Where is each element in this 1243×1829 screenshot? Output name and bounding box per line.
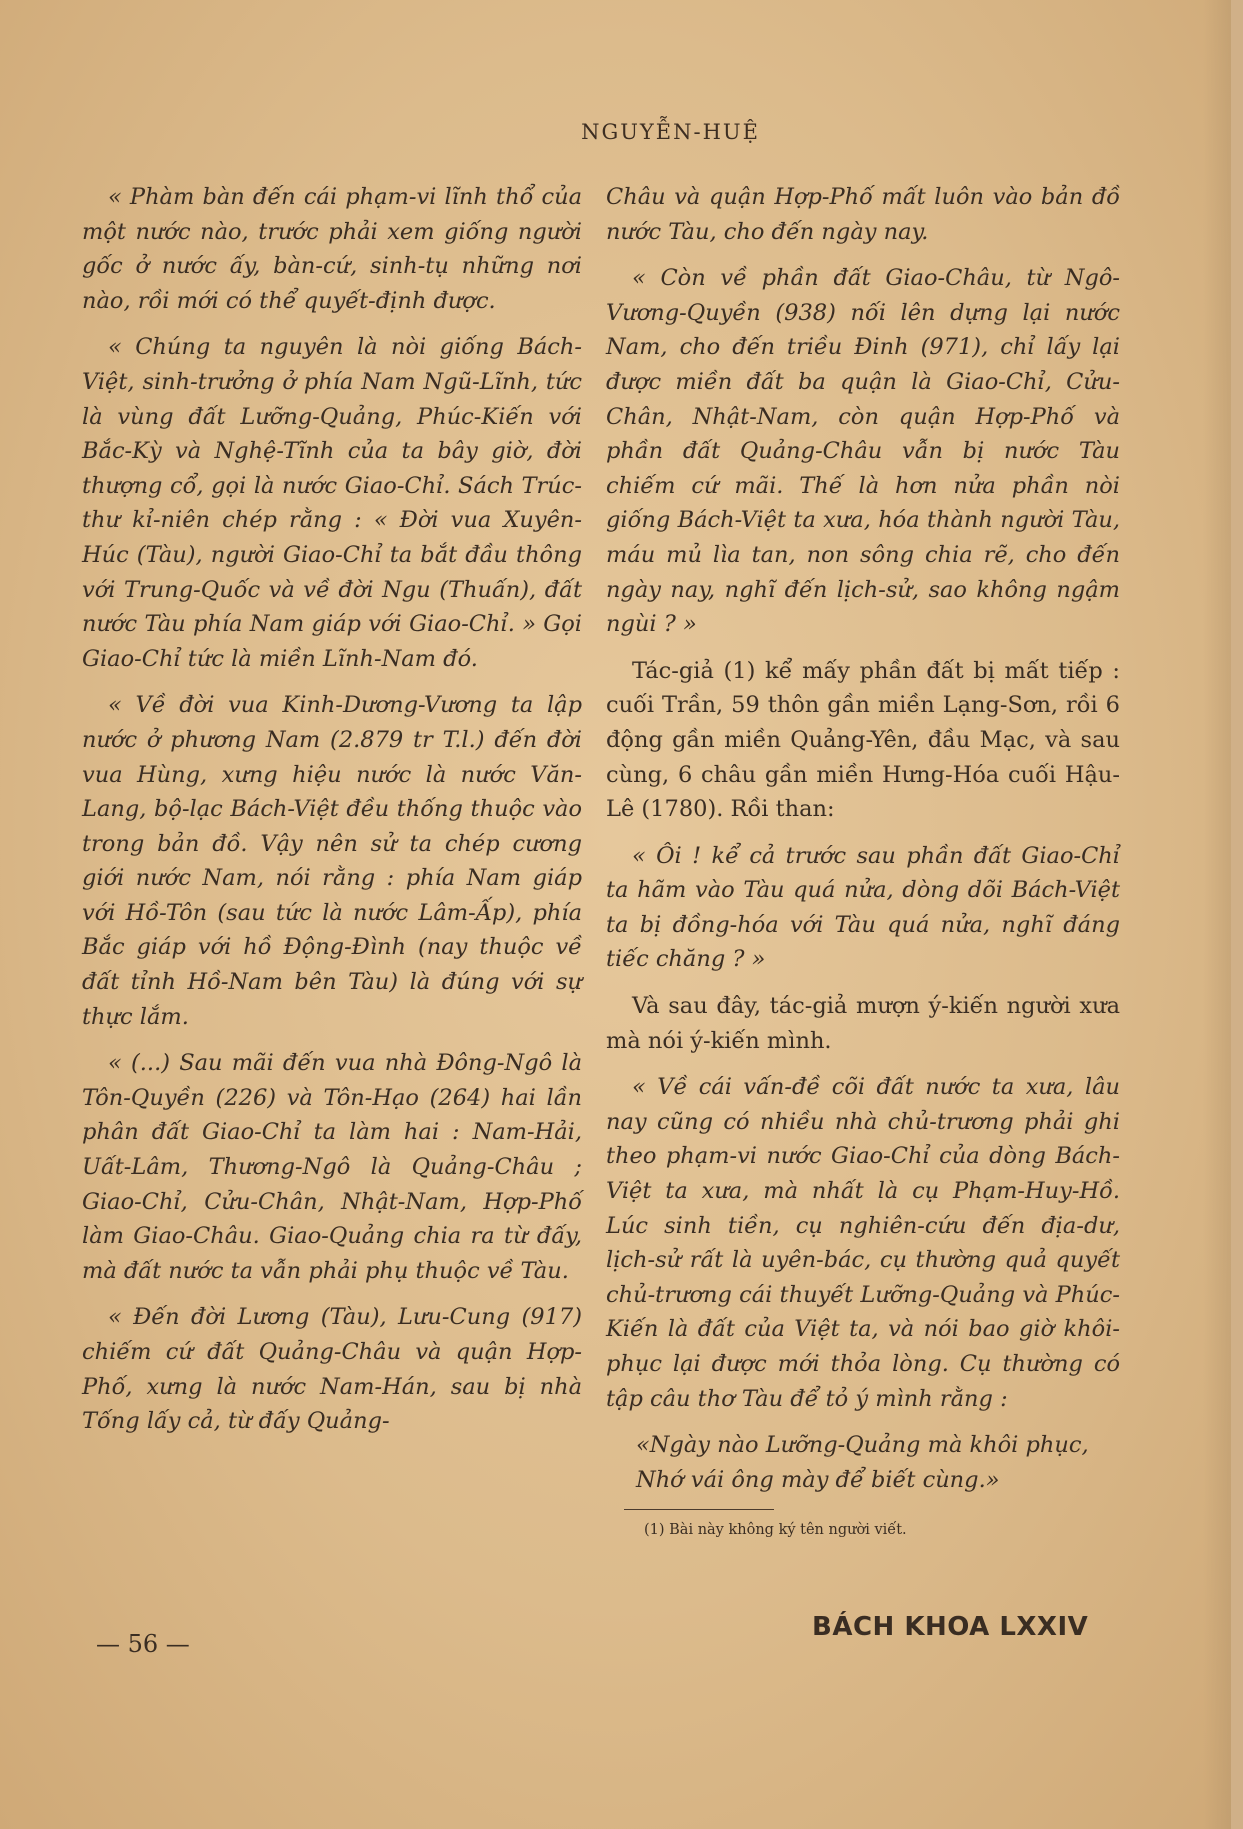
paragraph-pham-ban: « Phàm bàn đến cái phạm-vi lĩnh thổ của một nước nào, trước phải xem giống người gốc ở nước ấy, bàn-cứ, sinh-tụ những nơi nào, rồi mới có thể quyết-định được.: [82, 184, 582, 314]
paragraph-con-ve: « Còn về phần đất Giao-Châu, từ Ngô-Vương-Quyền (938) nối lên dựng lại nước Nam, cho đến triều Đinh (971), chỉ lấy lại được miền đất ba quận là Giao-Chỉ, Cửu-Chân, Nhật-Nam, còn quận Hợp-Phố và phần đất Quảng-Châu vẫn bị nước Tàu chiếm cứ mãi. Thế là hơn nửa phần nòi giống Bách-Việt ta xưa, hóa thành người Tàu, máu mủ lìa tan, non sông chia rẽ, cho đến ngày nay, nghĩ đến lịch-sử, sao không ngậm ngùi ? »: [606, 265, 1120, 638]
paragraph-den-doi-luong: « Đến đời Lương (Tàu), Lưu-Cung (917) chiếm cứ đất Quảng-Châu và quận Hợp-Phố, xưng là nước Nam-Hán, sau bị nhà Tống lấy cả, từ đấy Quảng-: [82, 1304, 582, 1435]
paragraph-oi: « Ôi ! kể cả trước sau phần đất Giao-Chỉ ta hãm vào Tàu quá nửa, dòng dõi Bách-Việt ta bị đồng-hóa với Tàu quá nửa, nghĩ đáng tiếc chăng ? »: [606, 842, 1120, 973]
magazine-title: BÁCH KHOA LXXIV: [812, 1612, 1089, 1642]
footnote-rule: [624, 1509, 774, 1510]
poem-line-1: «Ngày nào Lưỡng-Quảng mà khôi phục,: [636, 1432, 1089, 1459]
left-column: [82, 180, 582, 1451]
paragraph-chung-ta: « Chúng ta nguyên là nòi giống Bách-Việt, sinh-trưởng ở phía Nam Ngũ-Lĩnh, tức là vùng đất Lưỡng-Quảng, Phúc-Kiến với Bắc-Kỳ và Nghệ-Tĩnh của ta bây giờ, đời thượng cổ, gọi là nước Giao-Chỉ. Sách Trúc-thư kỉ-niên chép rằng : « Đời vua Xuyên-Húc (Tàu), người Giao-Chỉ ta bắt đầu thông với Trung-Quốc và về đời Ngu (Thuấn), đất nước Tàu phía Nam giáp với Giao-Chỉ. » Gọi Giao-Chỉ tức là miền Lĩnh-Nam đó.: [82, 334, 582, 672]
paragraph-continuation: Châu và quận Hợp-Phố mất luôn vào bản đồ nước Tàu, cho đến ngày nay.: [606, 184, 1120, 245]
right-column: [606, 180, 1120, 1540]
running-head: NGUYỄN-HUỆ: [581, 120, 760, 144]
paragraph-ve-cai: « Về cái vấn-đề cõi đất nước ta xưa, lâu nay cũng có nhiều nhà chủ-trương phải ghi theo phạm-vi nước Giao-Chỉ của dòng Bách-Việt ta xưa, mà nhất là cụ Phạm-Huy-Hồ. Lúc sinh tiền, cụ nghiên-cứu đến địa-dư, lịch-sử rất là uyên-bác, cụ thường quả quyết chủ-trương cái thuyết Lưỡng-Quảng và Phúc-Kiến là đất của Việt ta, và nói bao giờ khôi-phục lại được mới thỏa lòng. Cụ thường có tập câu thơ Tàu để tỏ ý mình rằng :: [606, 1074, 1120, 1412]
paragraph-sau-mai: « (...) Sau mãi đến vua nhà Đông-Ngô là Tôn-Quyền (226) và Tôn-Hạo (264) hai lần phân đất Giao-Chỉ ta làm hai : Nam-Hải, Uất-Lâm, Thương-Ngô là Quảng-Châu ; Giao-Chỉ, Cửu-Chân, Nhật-Nam, Hợp-Phố làm Giao-Châu. Giao-Quảng chia ra từ đấy, mà đất nước ta vẫn phải phụ thuộc về Tàu.: [82, 1050, 582, 1284]
page-edge-shadow: [1203, 0, 1231, 1829]
paragraph-va-sau: Và sau đây, tác-giả mượn ý-kiến người xưa mà nói ý-kiến mình.: [606, 993, 1120, 1054]
paragraph-ve-doi-vua: « Về đời vua Kinh-Dương-Vương ta lập nước ở phương Nam (2.879 tr T.l.) đến đời vua Hùng, xưng hiệu nước là nước Văn-Lang, bộ-lạc Bách-Việt đều thống thuộc vào trong bản đồ. Vậy nên sử ta chép cương giới nước Nam, nói rằng : phía Nam giáp với Hồ-Tôn (sau tức là nước Lâm-Ấp), phía Bắc giáp với hồ Động-Đình (nay thuộc về đất tỉnh Hồ-Nam bên Tàu) là đúng với sự thực lắm.: [82, 692, 582, 1030]
footnote: (1) Bài này không ký tên người viết.: [644, 1522, 907, 1539]
paragraph-tac-gia: Tác-giả (1) kể mấy phần đất bị mất tiếp : cuối Trần, 59 thôn gần miền Lạng-Sơn, rồi 6 động gần miền Quảng-Yên, đầu Mạc, và sau cùng, 6 châu gần miền Hưng-Hóa cuối Hậu-Lê (1780). Rồi than:: [606, 657, 1120, 823]
page-number: — 56 —: [96, 1630, 190, 1658]
poem-line-2: Nhớ vái ông mày để biết cùng.»: [636, 1466, 1000, 1493]
